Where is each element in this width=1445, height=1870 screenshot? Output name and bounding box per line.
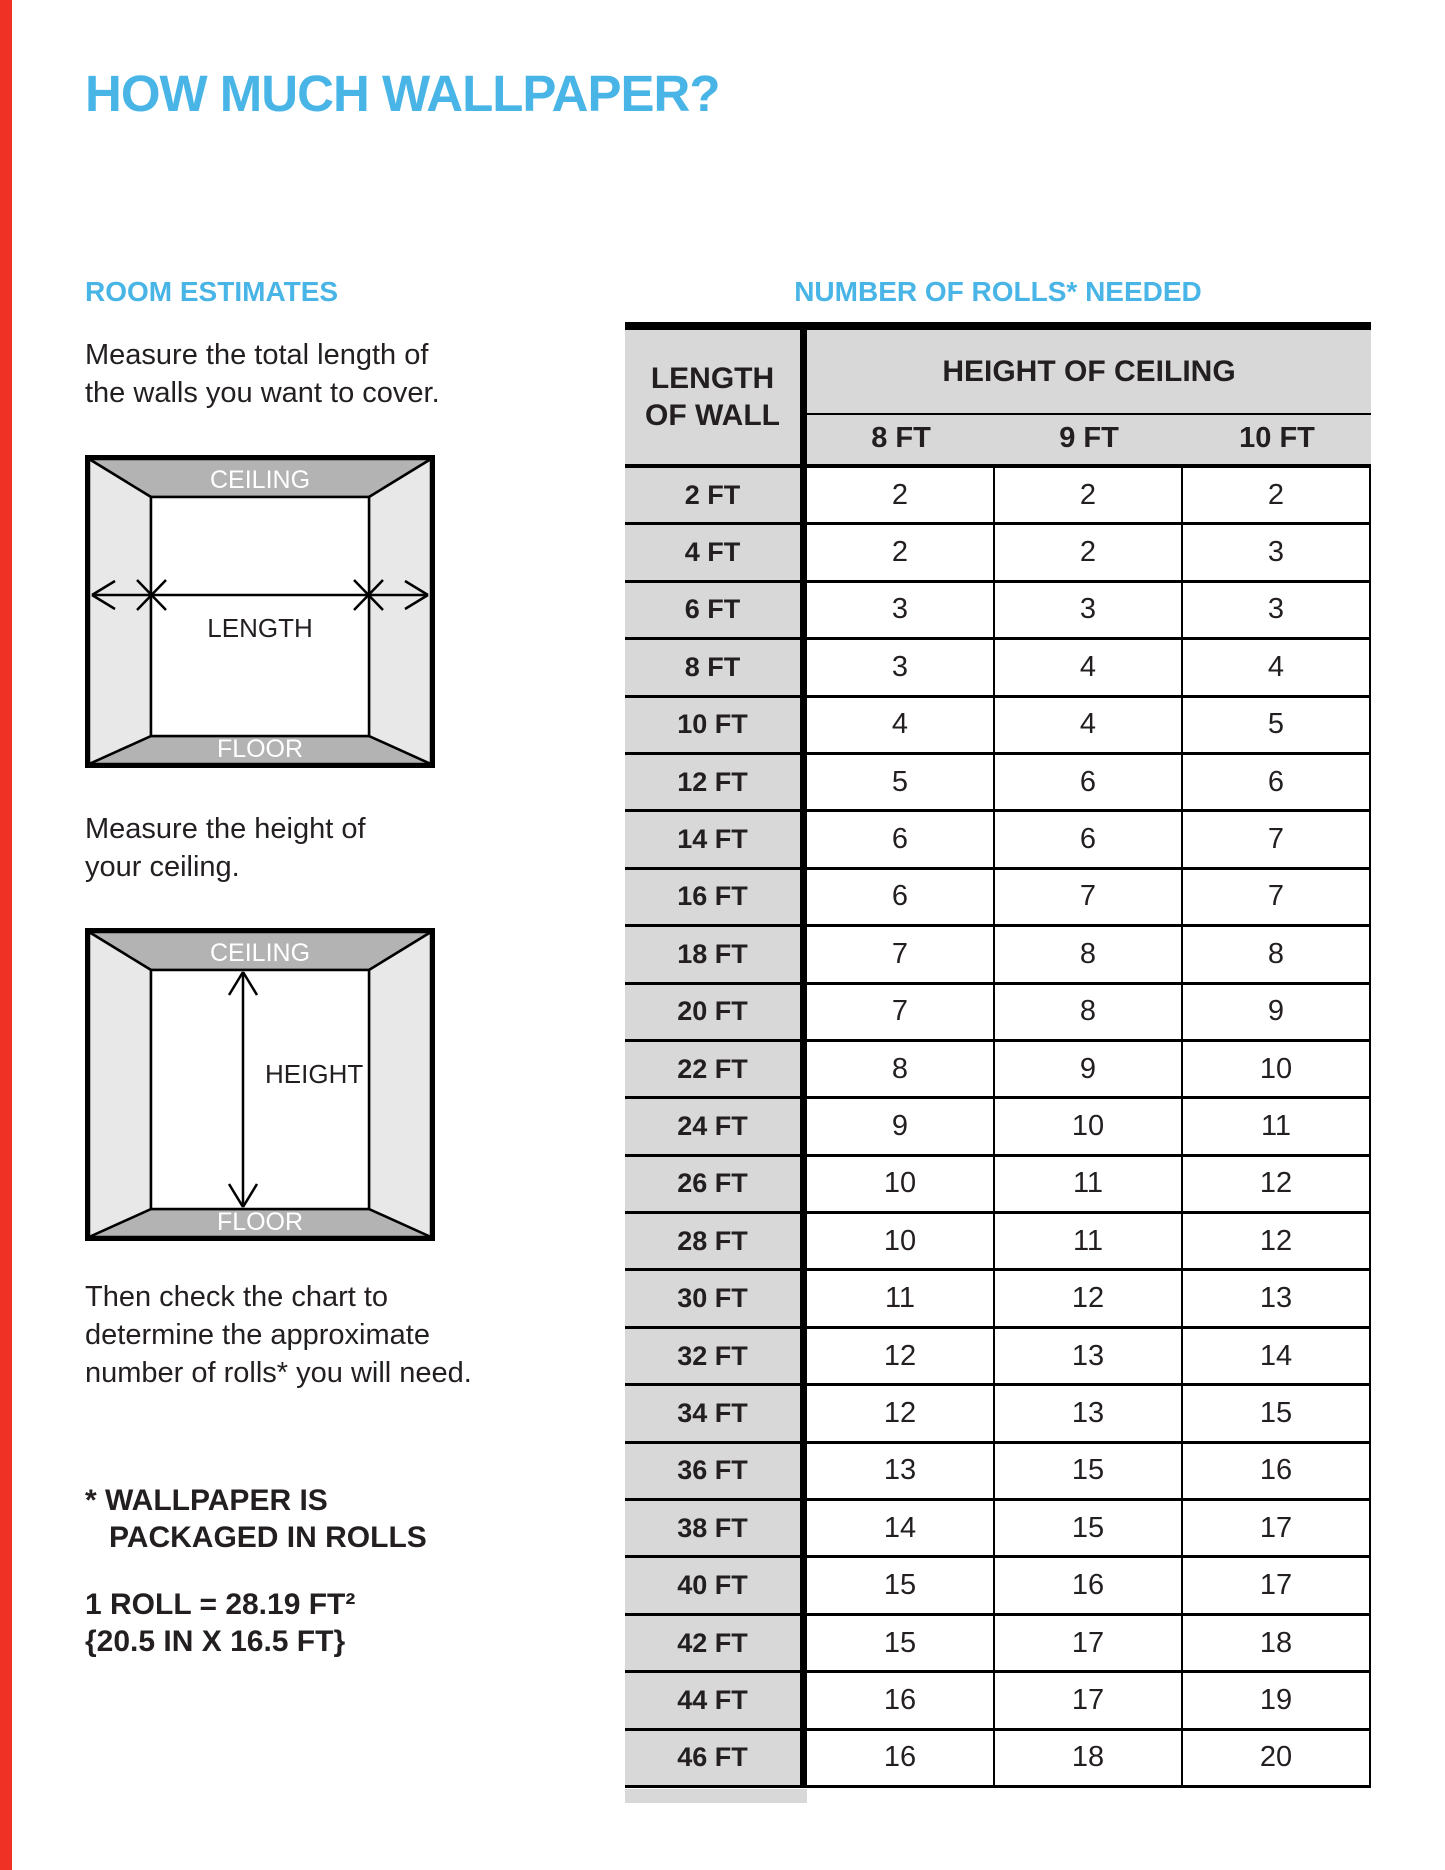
table-row	[625, 755, 1371, 812]
value-cell-8ft: 15	[807, 1558, 995, 1612]
value-cell-8ft: 16	[807, 1673, 995, 1727]
row-label-cell: 22 FT	[625, 1042, 807, 1096]
text-line: Then check the chart to	[85, 1281, 389, 1313]
table-row	[625, 583, 1371, 640]
value-cell-10ft: 9	[1183, 985, 1371, 1039]
row-label-cell: 14 FT	[625, 812, 807, 866]
right-wall-plane	[369, 932, 431, 1237]
row-label-cell: 16 FT	[625, 870, 807, 924]
text-line: PACKAGED IN ROLLS	[109, 1521, 427, 1554]
rolls-footnote	[85, 1482, 427, 1556]
table-bottom-gray-tab	[625, 1789, 807, 1803]
value-cell-8ft: 7	[807, 985, 995, 1039]
column-header-10ft: 10 FT	[1239, 422, 1315, 454]
row-label-cell: 10 FT	[625, 698, 807, 752]
text-line: OF WALL	[645, 399, 780, 432]
value-cell-8ft: 16	[807, 1731, 995, 1785]
row-label-cell: 8 FT	[625, 640, 807, 694]
floor-label: FLOOR	[216, 735, 304, 763]
table-row	[625, 985, 1371, 1042]
value-cell-9ft: 4	[995, 640, 1183, 694]
table-row	[625, 927, 1371, 984]
ceiling-height-header-group	[807, 330, 1371, 464]
value-cell-9ft: 8	[995, 927, 1183, 981]
value-cell-9ft: 9	[995, 1042, 1183, 1096]
left-edge-stripe	[0, 0, 12, 1870]
rolls-needed-heading: NUMBER OF ROLLS* NEEDED	[794, 276, 1202, 307]
room-estimates-heading: ROOM ESTIMATES	[85, 276, 339, 307]
text-line: {20.5 IN X 16.5 FT}	[85, 1625, 346, 1658]
text-line: 1 ROLL = 28.19 FT²	[85, 1588, 356, 1621]
value-cell-9ft: 17	[995, 1616, 1183, 1670]
ceiling-height-columns	[807, 415, 1371, 462]
text-line: Measure the total length of	[85, 339, 429, 371]
value-cell-9ft: 13	[995, 1386, 1183, 1440]
table-row	[625, 1099, 1371, 1156]
row-label-cell: 34 FT	[625, 1386, 807, 1440]
room-height-svg	[85, 928, 435, 1241]
value-cell-10ft: 20	[1183, 1731, 1371, 1785]
value-cell-8ft: 10	[807, 1214, 995, 1268]
text-line: your ceiling.	[85, 851, 240, 883]
row-label-cell: 40 FT	[625, 1558, 807, 1612]
table-body	[625, 468, 1371, 1788]
value-cell-10ft: 3	[1183, 525, 1371, 579]
value-cell-8ft: 14	[807, 1501, 995, 1555]
table-row	[625, 1042, 1371, 1099]
value-cell-8ft: 7	[807, 927, 995, 981]
row-label-cell: 4 FT	[625, 525, 807, 579]
value-cell-9ft: 16	[995, 1558, 1183, 1612]
value-cell-10ft: 8	[1183, 927, 1371, 981]
table-row	[625, 1271, 1371, 1328]
value-cell-8ft: 10	[807, 1157, 995, 1211]
instruction-check-chart	[85, 1278, 472, 1392]
value-cell-9ft: 15	[995, 1444, 1183, 1498]
value-cell-8ft: 12	[807, 1386, 995, 1440]
text-line: * WALLPAPER IS	[85, 1484, 328, 1517]
row-label-cell: 12 FT	[625, 755, 807, 809]
instruction-measure-length	[85, 336, 440, 412]
table-row	[625, 698, 1371, 755]
value-cell-8ft: 8	[807, 1042, 995, 1096]
value-cell-9ft: 10	[995, 1099, 1183, 1153]
row-label-cell: 46 FT	[625, 1731, 807, 1785]
row-label-cell: 38 FT	[625, 1501, 807, 1555]
right-wall-plane	[369, 459, 431, 764]
table-row	[625, 1214, 1371, 1271]
value-cell-10ft: 10	[1183, 1042, 1371, 1096]
value-cell-8ft: 15	[807, 1616, 995, 1670]
text-line: LENGTH	[650, 362, 775, 395]
value-cell-9ft: 6	[995, 755, 1183, 809]
left-wall-plane	[89, 459, 151, 764]
value-cell-8ft: 3	[807, 583, 995, 637]
room-length-svg	[85, 455, 435, 768]
table-row	[625, 1731, 1371, 1788]
value-cell-10ft: 15	[1183, 1386, 1371, 1440]
table-row	[625, 1558, 1371, 1615]
value-cell-8ft: 3	[807, 640, 995, 694]
value-cell-8ft: 5	[807, 755, 995, 809]
value-cell-9ft: 3	[995, 583, 1183, 637]
value-cell-10ft: 12	[1183, 1157, 1371, 1211]
value-cell-8ft: 4	[807, 698, 995, 752]
value-cell-10ft: 5	[1183, 698, 1371, 752]
page-title: HOW MUCH WALLPAPER?	[85, 65, 720, 122]
table-row	[625, 870, 1371, 927]
row-label-cell: 18 FT	[625, 927, 807, 981]
value-cell-10ft: 17	[1183, 1501, 1371, 1555]
table-row	[625, 1329, 1371, 1386]
roll-size-info	[85, 1586, 355, 1660]
value-cell-8ft: 13	[807, 1444, 995, 1498]
value-cell-8ft: 2	[807, 468, 995, 522]
room-height-diagram	[85, 928, 435, 1241]
value-cell-8ft: 9	[807, 1099, 995, 1153]
table-header	[625, 330, 1371, 468]
ceiling-label: CEILING	[209, 466, 311, 494]
floor-label: FLOOR	[216, 1208, 304, 1236]
value-cell-10ft: 7	[1183, 812, 1371, 866]
back-wall	[151, 970, 369, 1209]
value-cell-9ft: 6	[995, 812, 1183, 866]
height-of-ceiling-header: HEIGHT OF CEILING	[807, 330, 1371, 415]
value-cell-10ft: 16	[1183, 1444, 1371, 1498]
value-cell-9ft: 2	[995, 468, 1183, 522]
value-cell-9ft: 12	[995, 1271, 1183, 1325]
row-label-cell: 30 FT	[625, 1271, 807, 1325]
value-cell-9ft: 13	[995, 1329, 1183, 1383]
value-cell-10ft: 7	[1183, 870, 1371, 924]
value-cell-9ft: 11	[995, 1214, 1183, 1268]
value-cell-10ft: 11	[1183, 1099, 1371, 1153]
text-line: determine the approximate	[85, 1319, 430, 1351]
table-row	[625, 1444, 1371, 1501]
ceiling-label: CEILING	[209, 939, 311, 967]
table-row	[625, 1673, 1371, 1730]
row-label-cell: 42 FT	[625, 1616, 807, 1670]
value-cell-10ft: 18	[1183, 1616, 1371, 1670]
text-line: Measure the height of	[85, 813, 366, 845]
table-row	[625, 1157, 1371, 1214]
value-cell-10ft: 6	[1183, 755, 1371, 809]
value-cell-8ft: 6	[807, 812, 995, 866]
row-label-cell: 32 FT	[625, 1329, 807, 1383]
value-cell-10ft: 13	[1183, 1271, 1371, 1325]
row-label-cell: 2 FT	[625, 468, 807, 522]
length-of-wall-header	[625, 330, 807, 464]
table-row	[625, 640, 1371, 697]
value-cell-8ft: 6	[807, 870, 995, 924]
rolls-needed-table	[625, 322, 1371, 1788]
row-label-cell: 44 FT	[625, 1673, 807, 1727]
value-cell-8ft: 11	[807, 1271, 995, 1325]
table-row	[625, 1616, 1371, 1673]
value-cell-9ft: 17	[995, 1673, 1183, 1727]
instruction-measure-height	[85, 810, 366, 886]
table-row	[625, 468, 1371, 525]
value-cell-9ft: 11	[995, 1157, 1183, 1211]
column-header-8ft: 8 FT	[871, 422, 931, 454]
column-header-9ft: 9 FT	[1059, 422, 1119, 454]
value-cell-8ft: 12	[807, 1329, 995, 1383]
value-cell-10ft: 4	[1183, 640, 1371, 694]
left-wall-plane	[89, 932, 151, 1237]
table-row	[625, 812, 1371, 869]
value-cell-9ft: 18	[995, 1731, 1183, 1785]
value-cell-9ft: 8	[995, 985, 1183, 1039]
table-row	[625, 525, 1371, 582]
row-label-cell: 20 FT	[625, 985, 807, 1039]
text-line: number of rolls* you will need.	[85, 1357, 472, 1389]
row-label-cell: 24 FT	[625, 1099, 807, 1153]
table-row	[625, 1386, 1371, 1443]
length-measure-label: LENGTH	[207, 613, 313, 643]
table-top-border	[625, 322, 1371, 330]
height-measure-label: HEIGHT	[265, 1059, 364, 1089]
value-cell-10ft: 12	[1183, 1214, 1371, 1268]
value-cell-9ft: 4	[995, 698, 1183, 752]
value-cell-10ft: 14	[1183, 1329, 1371, 1383]
row-label-cell: 28 FT	[625, 1214, 807, 1268]
value-cell-10ft: 17	[1183, 1558, 1371, 1612]
value-cell-8ft: 2	[807, 525, 995, 579]
row-label-cell: 36 FT	[625, 1444, 807, 1498]
row-label-cell: 26 FT	[625, 1157, 807, 1211]
table-row	[625, 1501, 1371, 1558]
value-cell-10ft: 3	[1183, 583, 1371, 637]
value-cell-9ft: 2	[995, 525, 1183, 579]
value-cell-9ft: 7	[995, 870, 1183, 924]
text-line: the walls you want to cover.	[85, 377, 440, 409]
value-cell-10ft: 19	[1183, 1673, 1371, 1727]
value-cell-10ft: 2	[1183, 468, 1371, 522]
row-label-cell: 6 FT	[625, 583, 807, 637]
value-cell-9ft: 15	[995, 1501, 1183, 1555]
room-length-diagram	[85, 455, 435, 768]
